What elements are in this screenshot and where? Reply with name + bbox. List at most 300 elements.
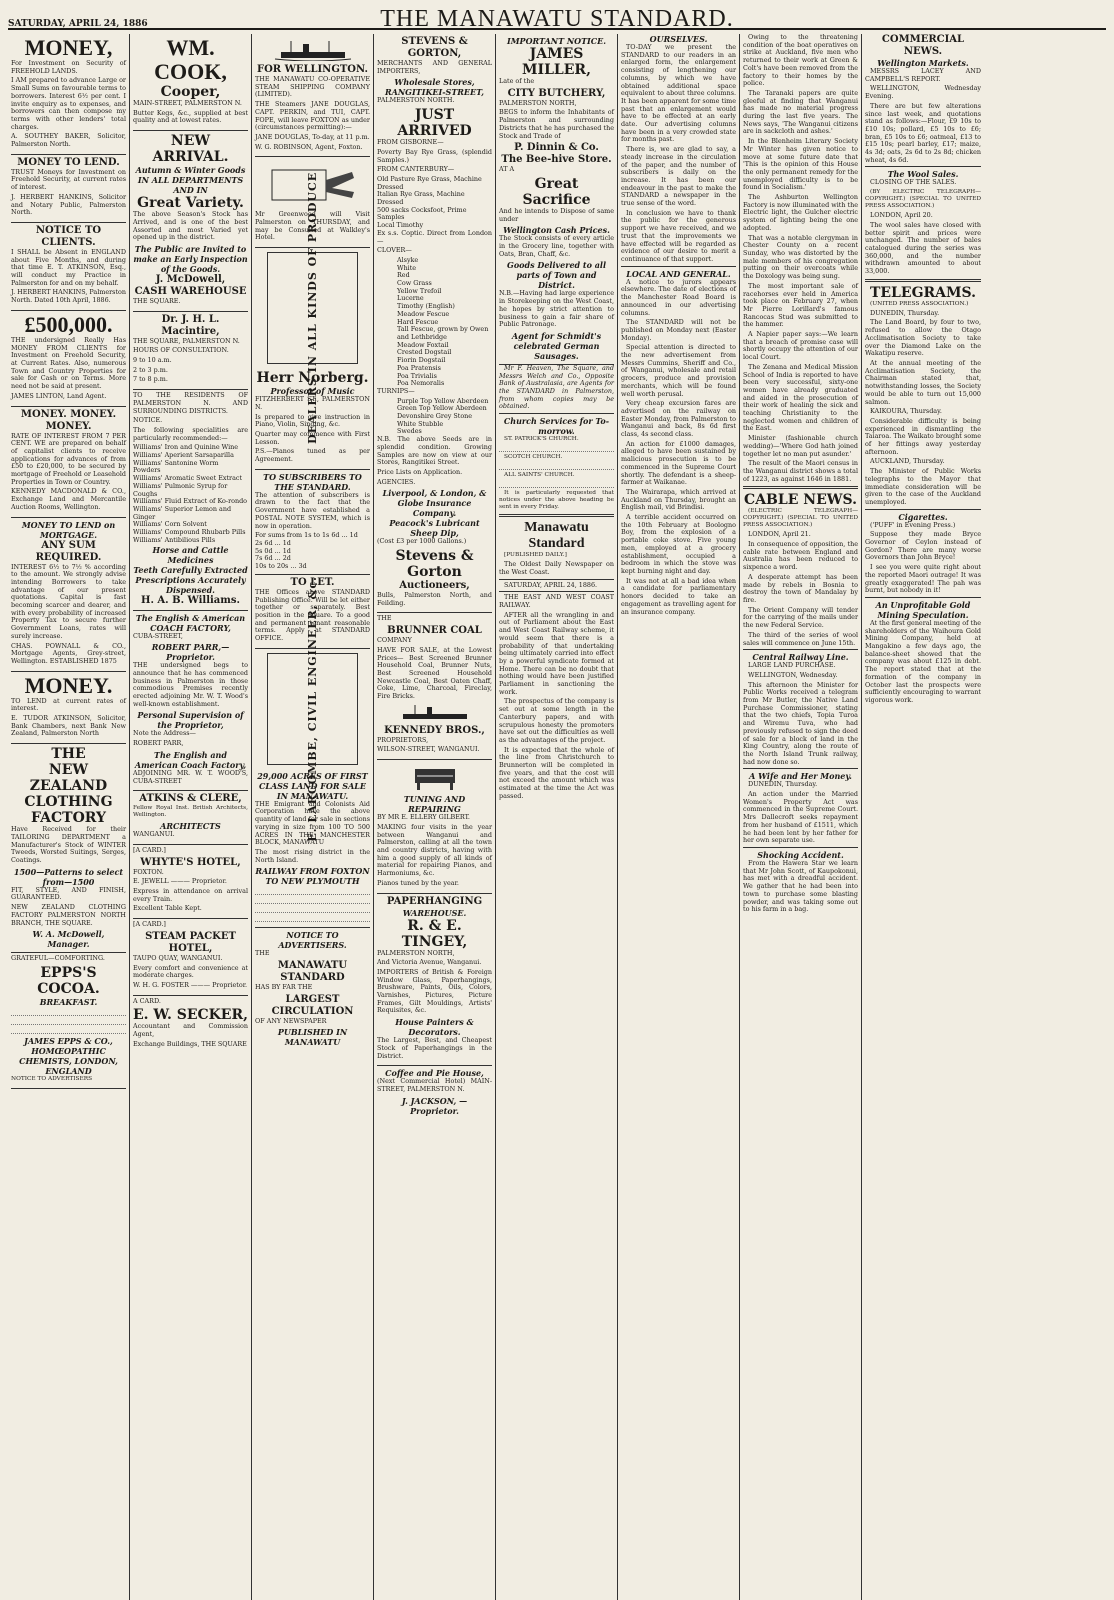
product-item: Williams' Corn Solvent xyxy=(133,520,207,529)
ad-body: Have Received for their TAILORING DEPARTMENT a Manufacturer's Stock of WINTER Tweeds, Worsted Suitings, Serges, Coatings. xyxy=(11,825,126,864)
hours-line: 2 to 3 p.m. xyxy=(133,365,168,374)
product-item: Cow Grass xyxy=(397,279,432,288)
product-item: Poverty Bay Rye Grass, (splendid Samples.) xyxy=(377,147,492,164)
product-item: Local Timothy xyxy=(377,221,424,230)
newspaper-title: THE MANAWATU STANDARD. xyxy=(380,6,734,32)
ad-body: Quarter may commence with First Lesson. xyxy=(255,429,370,446)
ad-subhead: Horse and Cattle Medicines xyxy=(152,544,229,565)
article-paragraph: The Wairarapa, which arrived at Auckland on Thursday, brought an English mail, vid Brindisi. xyxy=(621,487,736,512)
ad-body: I SHALL be Absent in ENGLAND about Five Months, and during that time E. T. ATKINSON, Esq., will conduct my Practice in Palmerston for and on my behalf. xyxy=(11,247,126,287)
ad-card: [A CARD.] xyxy=(133,845,166,854)
ad-body: Express in attendance on arrival every Train. xyxy=(133,887,248,903)
ad-body: INTEREST 6½ to 7½ % according to the amount. We strongly advise intending Borrowers to take advantage of our present quotations. Capital is fast becoming scarcer and dearer, and with every probability of increased Property Tax to secure further Government Loans, rates will surely increase. xyxy=(11,562,126,640)
product-item: White xyxy=(397,263,417,272)
ad-pretitle: THE xyxy=(51,746,86,763)
section-heading: Church Services for To-morrow. xyxy=(503,416,610,437)
article-paragraph: TO-DAY we present the STANDARD to our readers in an enlarged form, the enlargement consisting of lengthening our columns, by which we have obtained additional space equivalent to about three columns. It has been apparent for some time past that an enlargement would have to be effected at an early date. Our advertising columns have been in a very crowded state for months past. xyxy=(621,43,736,144)
ad-title: 29,000 ACRES OF FIRST CLASS LAND FOR SALE IN MANAWATU. xyxy=(257,770,368,801)
product-item: Williams' Superior Lemon and Ginger xyxy=(133,504,232,521)
product-item: Williams' Iron and Quinine Wine xyxy=(133,443,239,452)
article-paragraph: The Taranaki papers are quite gleeful at finding that Wanganui has made no material progress during the last five years. The News says, 'The Wanganui citizens are in sackcloth and ashes.' xyxy=(743,88,858,136)
editorial-paragraph: The prospectus of the company is set out at some length in the Canterbury papers, and with scrupulous honesty the promoters have set out the difficulties as well as the advantages of the project. xyxy=(499,697,614,744)
article-paragraph: That was a notable clergyman in Chester County on a recent Sunday, who was distorted by the male members of his congregation putting on their overcoats while the Doxology was being sung. xyxy=(743,233,858,281)
ad-title: FOR WELLINGTON. xyxy=(256,64,368,75)
ad-brunner-coal xyxy=(377,613,492,760)
ad-body: HAS BY FAR THE xyxy=(255,983,313,992)
dateline: WELLINGTON, Wednesday Evening. xyxy=(865,84,981,101)
ad-title: Coffee and Pie House, xyxy=(385,1068,484,1079)
article-paragraph: The third of the series of wool sales will commence on June 15th. xyxy=(743,630,858,647)
ad-company: THE MANAWATU CO-OPERATIVE STEAM SHIPPING COMPANY (LIMITED). xyxy=(255,75,370,99)
article-paragraph: Considerable difficulty is being experienced in dismantling the Taiaroa. The Waikato brought some of her fittings away yesterday afternoon. xyxy=(865,416,981,456)
ad-signature: J. HERBERT HANKINS, Solicitor and Notary Public, Palmerston North. xyxy=(11,192,126,217)
ad-whytes-hotel xyxy=(133,845,248,919)
ad-notice: NOTICE. xyxy=(133,416,163,425)
ad-title: MONEY TO LEND. xyxy=(17,156,120,168)
article-paragraph: The Orient Company will tender for the carrying of the mails under the new Federal Service. xyxy=(743,605,858,630)
ad-money-baker xyxy=(11,34,126,155)
section-label: CLOVER— xyxy=(377,246,412,255)
ad-headline: RAILWAY FROM FOXTON TO NEW PLYMOUTH xyxy=(255,866,370,887)
product-item: Poa Nemoralis xyxy=(397,379,445,388)
product-item: Poa Pratensis xyxy=(397,363,441,372)
ad-title: NEW ARRIVAL. xyxy=(152,133,229,166)
ad-body: OF ANY NEWSPAPER xyxy=(255,1016,327,1025)
ad-address: Exchange Buildings, THE SQUARE xyxy=(133,1039,247,1048)
ad-agent: W. G. ROBINSON, Agent, Foxton. xyxy=(255,142,363,151)
column-4 xyxy=(374,34,496,1600)
ad-paperhanging xyxy=(377,894,492,1067)
ad-signature: KENNEDY BROS., xyxy=(384,724,485,736)
section-heading: An Unprofitable Gold Mining Speculation. xyxy=(875,599,971,620)
church-name: SCOTCH CHURCH. xyxy=(504,454,563,461)
ad-cook-cooper xyxy=(133,34,248,131)
column-1 xyxy=(8,34,130,1600)
text-filler xyxy=(255,915,370,922)
ad-headline: LARGEST CIRCULATION xyxy=(271,993,354,1017)
ad-body: THE undersigned Really Has MONEY FROM CLIENTS for Investment on Freehold Security, at Current Rates. Also, numerous Town and Country Properties for sale for Cash or on Terms. More need not be said at present. xyxy=(11,335,126,391)
section-label: AGENCIES. xyxy=(377,477,416,486)
ad-headline: House Painters & Decorators. xyxy=(395,1017,474,1038)
ad-body: RATE OF INTEREST FROM 7 PER CENT. WE are prepared on behalf of capitalist clients to receive applications for advances of from £50 to £20,000, to be secured by mortgage of Freehold or Leasehold Properties in Town or Country. xyxy=(11,431,126,486)
ad-place: Bulls, Palmerston North, and Feilding. xyxy=(377,591,492,607)
ad-note: Note the Address— xyxy=(133,729,196,738)
ad-title: MONEY. xyxy=(24,672,113,698)
section-heading: OURSELVES. xyxy=(649,34,708,44)
text-filler xyxy=(255,906,370,913)
article-paragraph: Suppose they made Bryce Governor of Ceylon instead of Gordon? There are many worse Governors than John Bryce! xyxy=(865,530,981,562)
ad-body: The most rising district in the North Island. xyxy=(255,847,370,864)
ad-title: JAMES MILLER, xyxy=(522,46,591,78)
press-credit: (BY ELECTRIC TELEGRAPH—COPYRIGHT.) (SPECIAL TO UNITED PRESS ASSOCIATION.) xyxy=(865,189,981,210)
ad-signature: JAMES EPPS & CO., HOMŒOPATHIC CHEMISTS, LONDON, ENGLAND xyxy=(19,1035,118,1076)
ad-signature: ROBERT PARR, xyxy=(133,739,184,748)
ad-proprietor: J. JACKSON, — Proprietor. xyxy=(401,1095,468,1116)
product-item: Green Top Yellow Aberdeen xyxy=(397,404,487,413)
ad-coach-factory xyxy=(133,611,248,792)
text-filler xyxy=(11,1018,126,1025)
ad-body: MAKING four visits in the year between Wanganui and Palmerston, calling at all the town and country districts, having with him a good supply of all kinds of material for repairing Pianos, and Harmoniums, &c. xyxy=(377,822,492,878)
product-item: Yellow Trefoil xyxy=(397,286,442,295)
ad-footer: PUBLISHED IN MANAWATU xyxy=(277,1027,348,1048)
text-filler xyxy=(255,897,370,904)
ad-patterns: 1500—Patterns to select from—1500 xyxy=(13,866,124,887)
ad-title: MANAWATU STANDARD xyxy=(277,960,348,984)
article-paragraph: Special attention is directed to the new advertisement from Messrs Cummins, Sheriff and Co., of Wanganui, wholesale and retail grocers, produce and provision merchants, which will be found well worth perusal. xyxy=(621,343,736,398)
product-item: Lucerne xyxy=(397,294,424,303)
ad-article: THE xyxy=(255,949,270,958)
steamship-icon xyxy=(395,704,475,722)
fee-row: 10s to 20s ... 3d xyxy=(255,562,307,571)
press-credit: (UNITED PRESS ASSOCIATION.) xyxy=(870,300,969,307)
ad-body: And he intends to Dispose of same under xyxy=(499,206,614,223)
ad-title: TO SUBSCRIBERS TO THE STANDARD. xyxy=(263,471,362,492)
masthead xyxy=(8,6,1106,30)
ad-notice-to-clients xyxy=(11,223,126,311)
ad-standard-circulation xyxy=(255,928,370,1050)
ad-title: BRUNNER COAL xyxy=(387,625,482,637)
dateline: WELLINGTON, Wednesday. xyxy=(748,670,838,679)
ad-place: PALMERSTON NORTH, xyxy=(499,98,577,107)
section-heading: Central Railway Line. xyxy=(752,652,849,663)
ad-subscribers xyxy=(255,470,370,575)
ad-name: R. & E. TINGEY, xyxy=(401,917,468,950)
article-paragraph: This afternoon the Minister for Public Works received a telegram from Mr Butler, the Native Land Purchase Commissioner, stating that the two chiefs, Topia Turoa and Wiremu Tuva, who had previously refused to sign the deed of sale for a block of land in the King Country, along the route of the North Island Trunk railway, had now done so. xyxy=(743,680,858,766)
section-subheading: CLOSING OF THE SALES. xyxy=(870,178,957,187)
article-paragraph: In the Blenheim Literary Society Mr Winter has given notice to move at some future date that 'This is the opinion of this House the only permanent remedy for the unemployed difficulty is to be found in Socialism.' xyxy=(743,137,858,192)
ad-500000 xyxy=(11,311,126,407)
ad-title: TUNING AND REPAIRING xyxy=(403,794,466,815)
editorial-paragraph: It is expected that the whole of the line from Christchurch to Brunnerton will be completed in five years, and that the cost will not exceed the amount which was estimated at the time the Act was passed. xyxy=(499,745,614,800)
ad-epps-cocoa xyxy=(11,953,126,1089)
text-filler xyxy=(255,888,370,895)
article-paragraph: The Land Board, by four to two, refused to allow the Otago Acclimatisation Society to take over the Diamond Lake on the Wakatipu reserve. xyxy=(865,318,981,358)
ad-title: Herr Norberg. xyxy=(256,370,369,387)
ad-money-money-money xyxy=(11,407,126,518)
ad-signature: H. A. B. Williams. xyxy=(141,594,240,606)
product-item: Fiorin Dogstail xyxy=(397,356,446,365)
ad-headline: Wellington Cash Prices. xyxy=(503,225,610,236)
product-item: Alsyke xyxy=(397,255,419,264)
dateline: DUNEDIN, Thursday. xyxy=(870,308,940,317)
text-filler xyxy=(11,1027,126,1034)
ad-body: Butter Kegs, &c., supplied at best quality and at lowest rates. xyxy=(133,108,248,125)
agency-item: Peacock's Lubricant Sheep Dip, xyxy=(389,518,480,539)
ad-address: TAUPO QUAY, WANGANUI. xyxy=(133,953,223,962)
ad-signature: J. HERBERT HANKINS, Palmerston North. Dated 10th April, 1886. xyxy=(11,288,126,305)
dateline: DUNEDIN, Thursday. xyxy=(748,780,818,789)
section-heading: CABLE NEWS. xyxy=(744,492,857,509)
ad-subtitle: Professor of Music xyxy=(270,386,355,397)
column-2 xyxy=(130,34,252,1600)
ad-body: BEGS to inform the Inhabitants of Palmerston and surrounding Districts that he has purchased the Stock and Trade of xyxy=(499,108,614,140)
ad-title: WHYTE'S HOTEL, xyxy=(140,856,241,868)
section-subheading: Wellington Markets. xyxy=(877,58,969,68)
ad-title: TO LET. xyxy=(290,576,335,588)
ad-subtitle: ANY SUM REQUIRED. xyxy=(35,539,102,563)
columns xyxy=(8,34,1106,1600)
fee-row: 2s 6d ... 1d xyxy=(255,538,291,547)
ad-body: THE Offices above STANDARD Publishing Office. Will be let either together or separately. Best position in the Square. To a good and permanent tenant reasonable terms. Apply at STANDARD OFFICE. xyxy=(255,587,370,643)
ad-williams-chemist xyxy=(133,390,248,610)
ad-mortgage xyxy=(11,518,126,672)
section-label: TURNIPS— xyxy=(377,386,415,395)
ad-subhead: Prescriptions Accurately Dispensed. xyxy=(135,574,246,595)
product-item: Tall Fescue, grown by Owen and Lethbridge xyxy=(397,325,489,341)
ad-title: EPPS'S COCOA. xyxy=(37,964,100,997)
ad-address: WILSON-STREET, WANGANUI. xyxy=(377,745,480,754)
ad-place: PALMERSTON NORTH. xyxy=(377,96,455,105)
ad-dr-macintire xyxy=(133,312,248,391)
church-name: ST. PATRICK'S CHURCH. xyxy=(504,436,579,443)
ad-title: £500,000. xyxy=(24,311,113,337)
ad-title: WM. COOK, xyxy=(154,35,227,84)
ad-subtitle: BREAKFAST. xyxy=(39,996,98,1007)
hours-line: 9 to 10 a.m. xyxy=(133,356,172,365)
ad-title: TO THE RESIDENTS OF PALMERSTON N. AND SURROUNDING DISTRICTS. xyxy=(133,391,248,415)
ad-body: Every comfort and convenience at moderate charges. xyxy=(133,963,248,980)
ad-body: The above Season's Stock has Arrived, and is one of the best Assorted and most Varied yet opened up in the district. xyxy=(133,210,248,242)
article-paragraph: The Ashburton Wellington Factory is now illuminated with the Electric light, the Gulcher electric system of lighting being the one adopted. xyxy=(743,193,858,232)
ad-headline: Goods Delivered to all parts of Town and District. xyxy=(507,260,606,291)
column-5 xyxy=(496,34,618,1600)
ad-note: N.B. The above Seeds are in splendid condition. Growing Samples are now on view at our Stores, Rangitikei Street. xyxy=(377,435,492,467)
ad-subtitle: MERCHANTS AND GENERAL IMPORTERS, xyxy=(377,59,492,75)
hours-title: HOURS OF CONSULTATION. xyxy=(133,346,229,355)
article-paragraph: The Minister of Public Works telegraphs to the Mayor that immediate consideration will be given to the case of the Auckland unemployed. xyxy=(865,467,981,506)
ad-subtitle: Cooper, xyxy=(160,84,221,100)
section-heading: TELEGRAMS. xyxy=(869,284,977,301)
ad-subtitle: WAREHOUSE. xyxy=(402,907,467,918)
article-paragraph: I see you were quite right about the reported Maori outrage! It was greatly exaggerated! The pah was burnt, but nobody in it! xyxy=(865,563,981,595)
dateline: LONDON, April 20. xyxy=(870,211,933,220)
ad-atkins-clere xyxy=(133,791,248,845)
ad-money-atkinson xyxy=(11,672,126,745)
ad-address: THE SQUARE, PALMERSTON N. xyxy=(133,336,240,345)
article-paragraph: Owing to the threatening condition of the boat operatives on strike at Auckland, five men who returned to their work at Green & Colt's have been removed from the factory to their homes by the police. xyxy=(743,34,858,88)
article-paragraph: An action for £1000 damages, alleged to have been sustained by malicious prosecution is to be commenced in the Supreme Court shortly. The defendant is a sheep-farmer at Waikanae. xyxy=(621,439,736,487)
section-heading: LOCAL AND GENERAL. xyxy=(626,268,731,279)
ad-signature: W. A. McDowell, Manager. xyxy=(32,929,105,950)
ad-body: TO LEND at current rates of interest. xyxy=(11,696,126,713)
article-paragraph: From the Hawera Star we learn that Mr John Scott, of Kaupokonui, has met with a dreadful accident. We gather that he had been into town to purchase some blasting powder, and was taking some out to his farm in a bag. xyxy=(743,858,858,914)
ad-note: Pianos tuned by the year. xyxy=(377,878,459,887)
ad-firm: P. Dinnin & Co. xyxy=(514,142,599,154)
ad-house: CASH WAREHOUSE xyxy=(134,285,247,297)
product-item: Williams' Compound Rhubarb Pills xyxy=(133,528,246,537)
article-paragraph: In conclusion we have to thank the public for the generous support we have received, and we trust that the improvements we have effected will be regarded as evidence of our desire to merit a continuance of that support. xyxy=(621,208,736,263)
ad-subtitle: Autumn & Winter Goods IN ALL DEPARTMENTS AND IN xyxy=(135,165,246,196)
steamship-icon xyxy=(273,39,353,61)
ad-title: NEW ZEALAND CLOTHING FACTORY xyxy=(24,762,113,827)
ad-card: [A CARD.] xyxy=(133,920,166,929)
ad-clothing-factory xyxy=(11,744,126,953)
article-paragraph: Very cheap excursion fares are advertised on the railway on Easter Monday, from Palmerston to Wanganui and back, 8s 6d first class, 4s second class. xyxy=(621,399,736,439)
product-item: Williams' Pulmonic Syrup for Coughs xyxy=(133,481,228,498)
article-paragraph: At the first general meeting of the shareholders of the Waihoura Gold Mining Company, held at Mangakino a few days ago, the balance-sheet showed that the company was about £125 in debt. The report stated that at the formation of the company in October last the prospects were sufficiently encouraging to warrant vigorous work. xyxy=(865,618,981,704)
ad-address: CUBA-STREET, xyxy=(133,631,183,640)
product-item: Red xyxy=(397,271,410,280)
hours-line: 7 to 8 p.m. xyxy=(133,375,168,384)
column-7 xyxy=(740,34,862,1600)
ad-title: ATKINS & CLERE, xyxy=(139,793,242,805)
ad-steam-packet xyxy=(133,919,248,996)
ad-signature: KENNEDY MACDONALD & CO., Exchange Land and Mercantile Auction Rooms, Wellington. xyxy=(11,487,126,511)
rotated-ad-text: E. LARCOMBE, CIVIL ENGINEER, &c. xyxy=(305,575,319,842)
ad-signature: J. McDowell, xyxy=(155,273,226,285)
ad-body: The attention of subscribers is drawn to the fact that the Government have established a POSTAL NOTE SYSTEM, which is now in operation. xyxy=(255,490,370,530)
ad-title: NOTICE TO CLIENTS. xyxy=(35,224,102,248)
ad-body: The following specialities are particularly recommended:— xyxy=(133,425,248,442)
section-heading: COMMERCIAL NEWS. xyxy=(881,34,965,57)
section-subheading: (ELECTRIC TELEGRAPH—COPYRIGHT.) (SPECIAL TO UNITED PRESS ASSOCIATION.) xyxy=(743,508,858,529)
section-heading: The Wool Sales. xyxy=(887,169,959,180)
ad-body: TRUST Moneys for Investment on Freehold Security, at current rates of interest. xyxy=(11,167,126,192)
ad-body: I AM prepared to advance Large or Small Sums on favourable terms to borrowers. Interest 6½ per cent. I invite enquiry as to expenses, and borrowers can then compose my terms with other lenders' total charges. xyxy=(11,76,126,131)
ad-title: STEAM PACKET HOTEL, xyxy=(145,930,236,954)
column-3 xyxy=(252,34,374,1600)
fee-row: For sums from 1s to 1s 6d ... 1d xyxy=(255,531,358,540)
section-label: FROM GISBORNE— xyxy=(377,138,444,147)
product-item: Williams' Aromatic Sweet Extract xyxy=(133,474,243,483)
fee-row: 7s 6d ... 2d xyxy=(255,554,291,563)
ad-title: Dr. J. H. L. Macintire, xyxy=(161,313,220,337)
article-paragraph: It was not at all a bad idea when a candidate for parliamentary honors decided to take an engagement as travelling agent for an insurance company. xyxy=(621,576,736,616)
ad-footer: Agent for Schmidt's celebrated German Sausages. xyxy=(511,330,602,361)
issue-date: SATURDAY, APRIL 24, 1886 xyxy=(8,19,148,29)
ad-address: And Victoria Avenue, Wanganui. xyxy=(377,958,482,967)
dateline: LONDON, April 21. xyxy=(748,530,811,539)
article-paragraph: There are but few alterations since last week, and quotations stand as follows:—Flour, £9 10s to £10 10s; pollard, £5 10s to £6; bran, £5 10s to £6; oatmeal, £13 to £15 10s; pearl barley, £17; maize, 4s 3d; oats, 2s 6d to 2s 8d; chicken wheat, 4s 6d. xyxy=(865,101,981,164)
article-paragraph: The STANDARD will not be published on Monday next (Easter Monday). xyxy=(621,318,736,342)
ad-title: PAPERHANGING xyxy=(386,895,483,907)
editorial-masthead: Manawatu Standard xyxy=(524,520,589,552)
ad-signature: CHAS. POWNALL & CO., Mortgage Agents, Grey-street, Wellington. ESTABLISHED 1875 xyxy=(11,641,126,665)
ad-article: THE xyxy=(377,614,392,623)
ad-note: N.B.—Having had large experience in Storekeeping on the West Coast, he hopes by strict attention to business to gain a fair share of Public Patronage. xyxy=(499,289,614,329)
section-subheading: ('PUFF' in Evening Press.) xyxy=(870,520,956,529)
ad-connector: AT A xyxy=(499,165,515,174)
article-paragraph: At the annual meeting of the Acclimatisation Society, the Chairman stated that, notwithstanding losses, the Society would be able to turn out 15,000 salmon. xyxy=(865,358,981,406)
ad-pretitle: IMPORTANT NOTICE. xyxy=(506,36,607,46)
product-item: Hard Fescue xyxy=(397,317,439,326)
product-item: Williams' Aperient Sarsaparilla xyxy=(133,451,234,460)
product-item: Italian Rye Grass, Machine Dressed xyxy=(377,190,465,207)
product-item: Devonshire Grey Stone xyxy=(397,412,473,421)
article-paragraph: There is, we are glad to say, a steady increase in the circulation of the paper, and the number of subscribers is daily on the increase. It has been our endeavour in the past to make the STANDARD a newspaper in the true sense of the word. xyxy=(621,145,736,208)
product-item: Meadow Foxtail xyxy=(397,340,449,349)
ad-note: Excellent Table Kept. xyxy=(133,904,202,913)
product-item: Purple Top Yellow Aberdeen xyxy=(397,396,489,405)
section-heading: Shocking Accident. xyxy=(757,849,844,860)
ad-title: The English & American COACH FACTORY, xyxy=(135,612,246,633)
article-paragraph: A Napier paper says:—We learn that a breach of promise case will shortly occupy the attention of our local Court. xyxy=(743,330,858,362)
ad-invite: The Public are Invited to make an Early Inspection of the Goods. xyxy=(133,243,248,274)
ad-price-lists: Price Lists on Application. xyxy=(377,467,463,476)
ad-address: THE SQUARE. xyxy=(133,296,181,305)
text-filler xyxy=(11,1009,126,1016)
product-item: Poa Trivialis xyxy=(397,371,437,380)
ad-signature-role: PROPRIETORS, xyxy=(377,735,429,744)
product-item: Crested Dogstail xyxy=(397,348,452,357)
article-paragraph: A notice to jurors appears elsewhere. The date of elections of the Manchester Road Board is announced in our advertising columns. xyxy=(621,277,736,317)
section-heading: Cigarettes. xyxy=(898,511,948,522)
ad-body: THE undersigned begs to announce that he has commenced business in Palmerston in those commodious Premises recently erected adjoining Mr. W. T. Wood's well-known establishment. xyxy=(133,661,248,708)
ad-coffee-house xyxy=(377,1066,492,1118)
editorial-date: SATURDAY, APRIL 24, 1886. xyxy=(504,580,598,589)
ad-subtitle: Accountant and Commission Agent, xyxy=(133,1022,248,1039)
ad-headline: Great Sacrifice xyxy=(522,175,591,208)
ad-guarantee: FIT, STYLE, AND FINISH, GUARANTEED. xyxy=(11,885,126,902)
ad-body: Mr Greenwood will Visit Palmerston on THURSDAY, and may be Consulted at Walkley's Hotel. xyxy=(255,210,370,242)
agency-note: (Cost £3 per 1000 Gallons.) xyxy=(377,537,467,546)
ad-subhead: Teeth Carefully Extracted xyxy=(133,564,248,575)
agency-item: Liverpool, & London, & Globe Insurance Company. xyxy=(382,488,487,519)
ad-store: The Bee-hive Store. xyxy=(501,154,612,166)
ad-secker xyxy=(133,996,248,1054)
article-paragraph: The wool sales have closed with better spirit and prices were unchanged. The number of bales catalogued during the series was 360,000, and the number withdrawn amounted to about 33,000. xyxy=(865,220,981,276)
article-paragraph: The Zenana and Medical Mission School of India is reported to have been very successful, sixty-one women have already graduated and aided in the prosecution of their work of healing the sick and teaching Christianity to the neglected women and children of the East. xyxy=(743,362,858,433)
piano-icon xyxy=(413,765,457,791)
ad-body: Is prepared to give instruction in Piano, Violin, Singing, &c. xyxy=(255,412,370,429)
ad-pretitle: GRATEFUL—COMFORTING. xyxy=(11,954,105,963)
ad-james-miller xyxy=(499,34,614,365)
dateline: KAIKOURA, Thursday. xyxy=(870,407,942,416)
ad-headline: JUST ARRIVED xyxy=(397,107,472,140)
ad-address: FITZHERBERT ST., PALMERSTON N. xyxy=(255,395,370,411)
article-paragraph: Minister (fashionable church wedding)—'Where God hath joined together let no man put asunder.' xyxy=(743,434,858,458)
article-paragraph: In consequence of opposition, the cable rate between England and Australia has been reduced to sixpence a word. xyxy=(743,540,858,572)
ad-title: MONEY, xyxy=(24,35,113,60)
ad-title: E. W. SECKER, xyxy=(133,1007,248,1024)
ad-address: ADJOINING MR. W. T. WOOD'S, CUBA-STREET xyxy=(133,768,248,785)
ad-address: PALMERSTON NORTH, xyxy=(377,948,455,957)
ad-proprietor: E. JEWELL ——— Proprietor. xyxy=(133,877,227,886)
ad-for-wellington xyxy=(255,34,370,157)
product-item: Old Pasture Rye Grass, Machine Dressed xyxy=(377,174,482,191)
agents-notice: Mr F. Heaven, The Square, and Messrs Welch and Co., Opposite Bank of Australasia, are Agents for the STANDARD in Palmerston, from whom copies may be obtained. xyxy=(499,363,614,411)
ad-address: FOXTON. xyxy=(133,867,164,876)
product-item: Meadow Fescue xyxy=(397,309,450,318)
ad-title: MONEY TO LEND on MORTGAGE. xyxy=(21,519,116,540)
column-6 xyxy=(618,34,740,1600)
column-8 xyxy=(862,34,984,1600)
ad-body: HAVE FOR SALE, at the Lowest Prices— Best Screened Brunner Household Coal, Brunner Nuts, Best Screened Household Newcastle Coal, Best Oaten Chaff, Coke, Lime, Charcoal, Fireclay, Fire Bricks. xyxy=(377,645,492,701)
ad-body: THE Steamers JANE DOUGLAS, CAPT. PERKIN, and TUI, CAPT. FOPE, will leave FOXTON as under (circumstances permitting):— xyxy=(255,100,370,132)
ad-body: The Largest, Best, and Cheapest Stock of Paperhangings in the District. xyxy=(377,1036,492,1060)
ad-card: A CARD. xyxy=(133,996,161,1005)
ad-sailing: JANE DOUGLAS, To-day, at 11 p.m. xyxy=(255,132,370,141)
rotated-ad-text: DEALERS IN ALL KINDS OF PRODUCE xyxy=(305,172,319,445)
ad-subtitle: BY MR E. ELLERY GILBERT. xyxy=(377,813,470,822)
text-filler xyxy=(499,481,614,488)
ad-address: WANGANUI. xyxy=(133,830,175,839)
ad-subtitle: Fellow Royal Inst. British Architects, Wellington. xyxy=(133,805,248,819)
ad-headline: ARCHITECTS xyxy=(160,821,221,832)
editorial-subtitle: The Oldest Daily Newspaper on the West Coast. xyxy=(499,560,614,576)
product-item: White Stubble xyxy=(397,419,444,428)
ad-note: P.S.—Pianos tuned as per Agreement. xyxy=(255,447,370,464)
ad-proprietor: ROBERT PARR,—Proprietor. xyxy=(151,642,230,663)
product-item: Timothy (English) xyxy=(397,302,455,311)
article-paragraph: A terrible accident occurred on the 10th February at Boologno Boy, from the explosion of a portable coke stove. Five young men, employed at a grocery establishment, occupied a bedroom in which the stove was kept burning night and day. xyxy=(621,513,736,575)
fee-row: 5s 0d ... 1d xyxy=(255,546,291,555)
text-filler xyxy=(499,463,614,470)
ad-headline: Wholesale Stores, xyxy=(394,77,475,88)
ad-signature: JAMES LINTON, Land Agent. xyxy=(11,391,107,400)
editorial-daily: [PUBLISHED DAILY.] xyxy=(504,552,567,559)
editorial-heading: THE EAST AND WEST COAST RAILWAY. xyxy=(499,593,614,609)
